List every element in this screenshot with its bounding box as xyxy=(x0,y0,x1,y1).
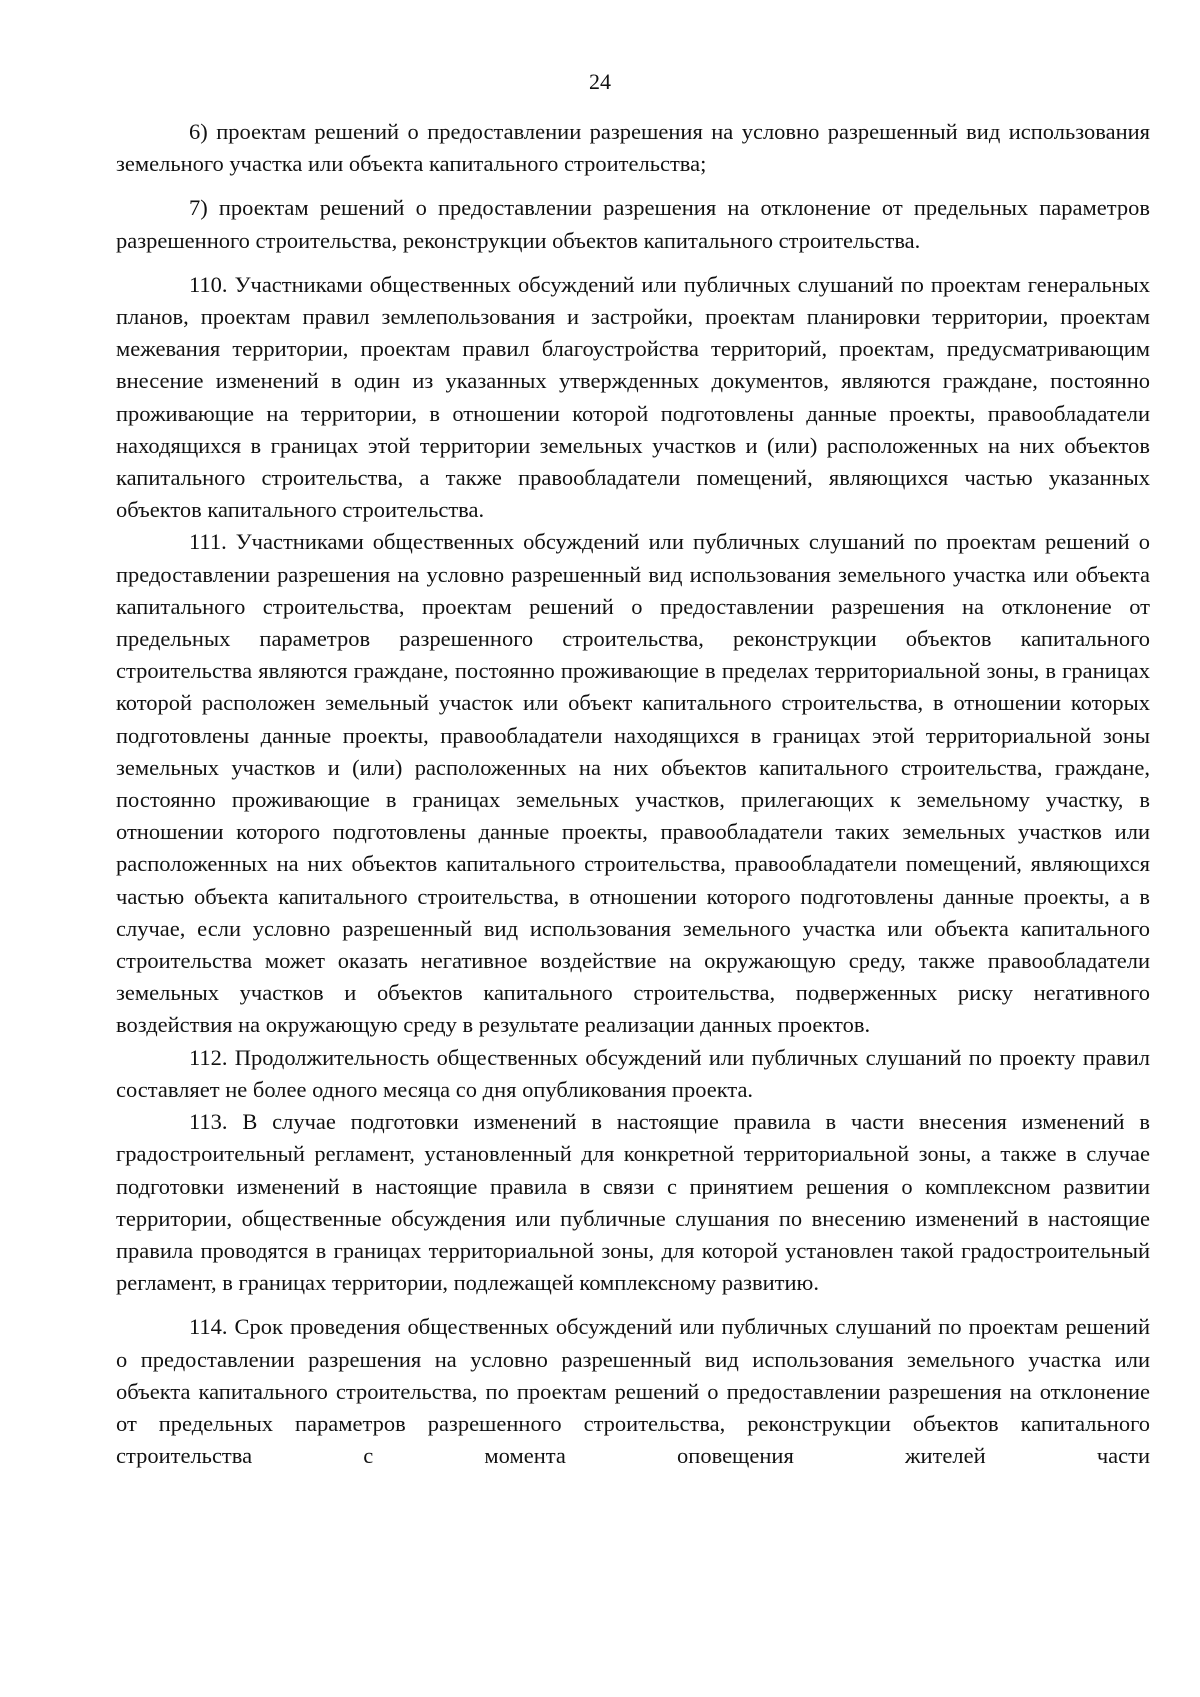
paragraph-112: 112. Продолжительность общественных обсуждений или публичных слушаний по проекту правил составляет не более одного месяца со дня опубликования проекта. xyxy=(116,1044,1150,1102)
paragraph-110: 110. Участниками общественных обсуждений или публичных слушаний по проектам генеральных планов, проектам правил землепользования и застройки, проектам планировки территории, проектам межевания территории, проектам правил благоустройства территорий, проектам, предусматривающим внесение изменений в один из указанных утвержденных документов, являются граждане, постоянно проживающие на территории, в отношении которой подготовлены данные проекты, правообладатели находящихся в границах этой территории земельных участков и (или) расположенных на них объектов капитального строительства, а также правообладатели помещений, являющихся частью указанных объектов капитального строительства. xyxy=(116,271,1150,523)
page-number: 24 xyxy=(589,69,611,94)
paragraph-111: 111. Участниками общественных обсуждений или публичных слушаний по проектам решений о предоставлении разрешения на условно разрешенный вид использования земельного участка или объекта капитального строительства, проектам решений о предоставлении разрешения на отклонение от предельных параметров разрешенного строительства, реконструкции объектов капитального строительства являются граждане, постоянно проживающие в пределах территориальной зоны, в границах которой расположен земельный участок или объект капитального строительства, в отношении которых подготовлены данные проекты, правообладатели находящихся в границах этой территориальной зоны земельных участков и (или) расположенных на них объектов капитального строительства, граждане, постоянно проживающие в границах земельных участков, прилегающих к земельному участку, в отношении которого подготовлены данные проекты, правообладатели таких земельных участков или расположенных на них объектов капитального строительства, правообладатели помещений, являющихся частью объекта капитального строительства, в отношении которого подготовлены данные проекты, а в случае, если условно разрешенный вид использования земельного участка или объекта капитального строительства может оказать негативное воздействие на окружающую среду, также правообладатели земельных участков и объектов капитального строительства, подверженных риску негативного воздействия на окружающую среду в результате реализации данных проектов. xyxy=(116,529,1150,1038)
paragraph-113: 113. В случае подготовки изменений в настоящие правила в части внесения изменений в градостроительный регламент, установленный для конкретной территориальной зоны, а также в случае подготовки изменений в настоящие правила в связи с принятием решения о комплексном развитии территории, общественные обсуждения или публичные слушания по внесению изменений в настоящие правила проводятся в границах территориальной зоны, для которой установлен такой градостроительный регламент, в границах территории, подлежащей комплексному развитию. xyxy=(116,1109,1150,1296)
paragraph-114: 114. Срок проведения общественных обсуждений или публичных слушаний по проектам решений о предоставлении разрешения на условно разрешенный вид использования земельного участка или объекта капитального строительства, по проектам решений о предоставлении разрешения на отклонение от предельных параметров разрешенного строительства, реконструкции объектов капитального строительства с момента оповещения жителей части xyxy=(116,1314,1150,1469)
paragraph-item-7: 7) проектам решений о предоставлении разрешения на отклонение от предельных параметров разрешенного строительства, реконструкции объектов капитального строительства. xyxy=(116,195,1150,253)
paragraph-item-6: 6) проектам решений о предоставлении разрешения на условно разрешенный вид использования земельного участка или объекта капитального строительства; xyxy=(116,119,1150,177)
body-text xyxy=(116,116,1150,1472)
